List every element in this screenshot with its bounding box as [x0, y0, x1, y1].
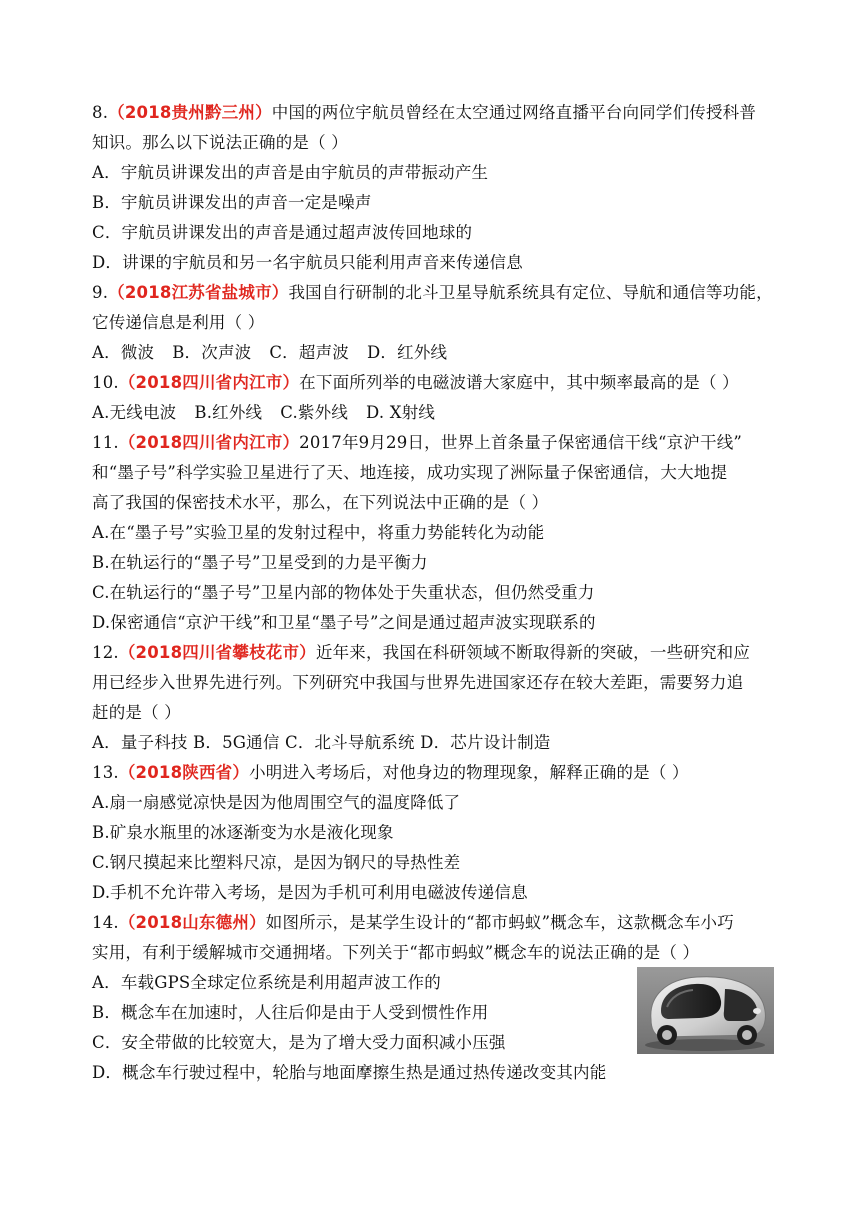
question-13-line-1 [92, 758, 782, 788]
question-13-option-a: A.扇一扇感觉凉快是因为他周围空气的温度降低了 [92, 793, 461, 812]
question-8-line-2: 知识。那么以下说法正确的是（ ） [92, 133, 348, 152]
question-12-line-2: 用已经步入世界先进行列。下列研究中我国与世界先进国家还存在较大差距，需要努力追 [92, 673, 744, 692]
question-stem: 近年来，我国在科研领域不断取得新的突破，一些研究和应 [315, 643, 751, 662]
question-12-options: A．量子科技 B．5G通信 C．北斗导航系统 D．芯片设计制造 [92, 733, 551, 752]
question-12-line-1 [92, 638, 782, 668]
question-11-option-c: C.在轨运行的“墨子号”卫星内部的物体处于失重状态，但仍然受重力 [92, 583, 595, 602]
question-13-option-d: D.手机不允许带入考场，是因为手机可利用电磁波传递信息 [92, 883, 528, 902]
question-14-option-c: C．安全带做的比较宽大，是为了增大受力面积减小压强 [92, 1033, 506, 1052]
question-number: 8. [92, 103, 109, 122]
question-source: （2018陕西省） [118, 763, 250, 782]
question-14-line-2: 实用，有利于缓解城市交通拥堵。下列关于“都市蚂蚁”概念车的说法正确的是（ ） [92, 943, 700, 962]
question-number: 13. [92, 763, 119, 782]
question-source: （2018江苏省盐城市） [108, 283, 289, 302]
question-8-option-a: A．宇航员讲课发出的声音是由宇航员的声带振动产生 [92, 163, 489, 182]
option-d: D．红外线 [366, 343, 448, 362]
question-stem: 中国的两位宇航员曾经在太空通过网络直播平台向同学们传授科普 [271, 103, 757, 122]
question-stem: 小明进入考场后，对他身边的物理现象，解释正确的是（ ） [249, 763, 689, 782]
question-stem: 在下面所列举的电磁波谱大家庭中，其中频率最高的是（ ） [299, 373, 739, 392]
question-9-options [92, 338, 782, 368]
question-11-option-a: A.在“墨子号”实验卫星的发射过程中，将重力势能转化为动能 [92, 523, 545, 542]
question-8-option-d: D．讲课的宇航员和另一名宇航员只能利用声音来传递信息 [92, 253, 523, 272]
question-source: （2018贵州黔三州） [108, 103, 272, 122]
question-13-option-c: C.钢尺摸起来比塑料尺凉，是因为钢尺的导热性差 [92, 853, 461, 872]
question-10-options [92, 398, 782, 428]
question-number: 10. [92, 373, 119, 392]
question-14-option-b: B．概念车在加速时，人往后仰是由于人受到惯性作用 [92, 1003, 489, 1022]
question-11-line-1 [92, 428, 782, 458]
question-11-line-2: 和“墨子号”科学实验卫星进行了天、地连接，成功实现了洲际量子保密通信，大大地提 [92, 463, 728, 482]
question-12-line-3: 赶的是（ ） [92, 703, 181, 722]
question-number: 9. [92, 283, 109, 302]
question-source: （2018四川省内江市） [118, 373, 300, 392]
question-14-line-1 [92, 908, 782, 938]
question-8-option-b: B．宇航员讲课发出的声音一定是噪声 [92, 193, 372, 212]
question-13-option-b: B.矿泉水瓶里的冰逐渐变为水是液化现象 [92, 823, 394, 842]
question-sheet [92, 98, 782, 1088]
question-8-option-c: C．宇航员讲课发出的声音是通过超声波传回地球的 [92, 223, 473, 242]
question-stem: 2017年9月29日，世界上首条量子保密通信干线“京沪干线” [299, 433, 743, 452]
option-c: C.紫外线 [280, 403, 349, 422]
question-number: 14. [92, 913, 119, 932]
question-9-line-1 [92, 278, 782, 308]
question-source: （2018山东德州） [118, 913, 266, 932]
option-a: A．微波 [92, 343, 155, 362]
question-11-line-3: 高了我国的保密技术水平，那么，在下列说法中正确的是（ ） [92, 493, 549, 512]
question-number: 11. [92, 433, 119, 452]
question-9-line-2: 它传递信息是利用（ ） [92, 313, 265, 332]
question-11-option-b: B.在轨运行的“墨子号”卫星受到的力是平衡力 [92, 553, 428, 572]
option-b: B．次声波 [172, 343, 252, 362]
question-source: （2018四川省攀枝花市） [118, 643, 316, 662]
question-14-option-a: A．车载GPS全球定位系统是利用超声波工作的 [92, 973, 441, 992]
question-8-line-1 [92, 98, 782, 128]
option-c: C．超声波 [269, 343, 349, 362]
question-10-line-1 [92, 368, 782, 398]
question-source: （2018四川省内江市） [118, 433, 300, 452]
option-d: D. X射线 [366, 403, 436, 422]
question-stem: 如图所示，是某学生设计的“都市蚂蚁”概念车，这款概念车小巧 [265, 913, 734, 932]
question-11-option-d: D.保密通信“京沪干线”和卫星“墨子号”之间是通过超声波实现联系的 [92, 613, 596, 632]
question-number: 12. [92, 643, 119, 662]
option-b: B.红外线 [194, 403, 263, 422]
question-14-option-d: D．概念车行驶过程中，轮胎与地面摩擦生热是通过热传递改变其内能 [92, 1063, 607, 1082]
concept-car-image [637, 967, 774, 1054]
question-stem: 我国自行研制的北斗卫星导航系统具有定位、导航和通信等功能， [288, 283, 773, 302]
option-a: A.无线电波 [92, 403, 177, 422]
